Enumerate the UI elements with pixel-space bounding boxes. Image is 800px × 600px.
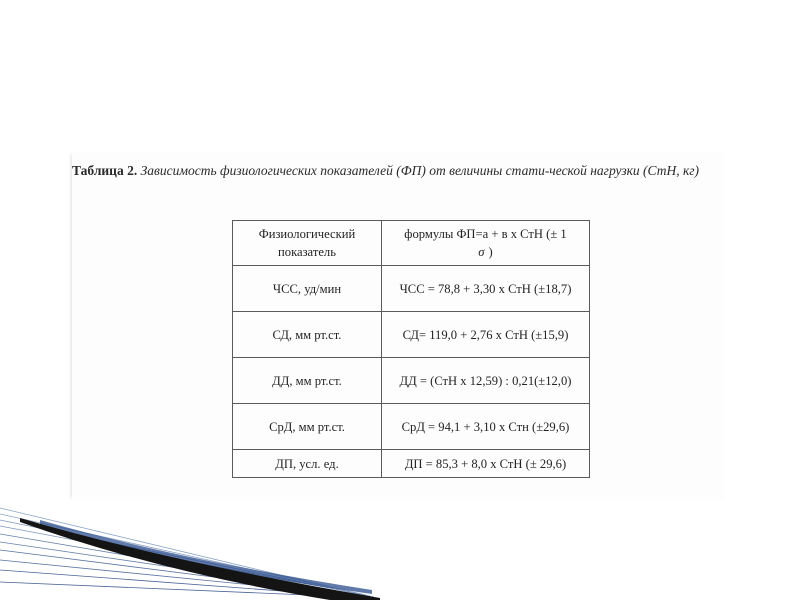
table-header-formula-label: формулы ФП=а + в х СтН (± 1 bbox=[404, 227, 567, 241]
table-cell-indicator: ЧСС, уд/мин bbox=[233, 266, 382, 312]
footer-swoosh-decoration bbox=[0, 490, 380, 600]
table-row bbox=[233, 312, 590, 358]
table-header-row bbox=[233, 221, 590, 266]
table-row bbox=[233, 404, 590, 450]
table-caption bbox=[72, 160, 724, 181]
table-row bbox=[233, 358, 590, 404]
table-cell-formula: ДД = (СтН х 12,59) : 0,21(±12,0) bbox=[382, 358, 590, 404]
table-header-cell bbox=[382, 221, 590, 266]
table-caption-text: Зависимость физиологических показателей (ФП) от величины стати-ческой нагрузки (СтН, кг) bbox=[140, 163, 700, 178]
table-cell-formula: СД= 119,0 + 2,76 х СтН (±15,9) bbox=[382, 312, 590, 358]
table-cell-formula: ДП = 85,3 + 8,0 х СтН (± 29,6) bbox=[382, 450, 590, 478]
table-header-formula-close: ) bbox=[488, 245, 493, 259]
table-cell-indicator: ДП, усл. ед. bbox=[233, 450, 382, 478]
table-header-cell: Физиологический показатель bbox=[233, 221, 382, 266]
table-cell-indicator: ДД, мм рт.ст. bbox=[233, 358, 382, 404]
data-table bbox=[232, 220, 590, 478]
table-cell-indicator: СрД, мм рт.ст. bbox=[233, 404, 382, 450]
document-content bbox=[72, 152, 724, 500]
table-row bbox=[233, 266, 590, 312]
table-caption-label: Таблица 2. bbox=[72, 163, 138, 178]
table-cell-formula: ЧСС = 78,8 + 3,30 х СтН (±18,7) bbox=[382, 266, 590, 312]
table-cell-indicator: СД, мм рт.ст. bbox=[233, 312, 382, 358]
table-cell-formula: СрД = 94,1 + 3,10 х Стн (±29,6) bbox=[382, 404, 590, 450]
table-row bbox=[233, 450, 590, 478]
sigma-symbol: σ bbox=[478, 245, 485, 259]
